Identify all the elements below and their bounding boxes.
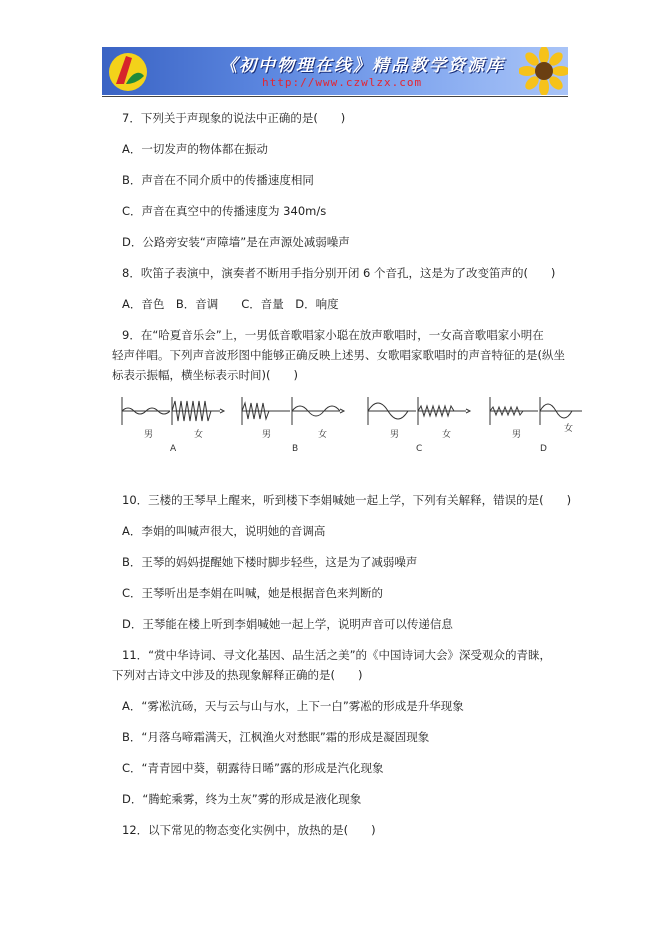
q11-stem-line2: 下列对古诗文中涉及的热现象解释正确的是( ) [112, 668, 363, 682]
figure-c-left: 男 [390, 430, 400, 440]
q11-option-d: D．“腾蛇乘雾，终为土灰”雾的形成是液化现象 [122, 792, 362, 806]
figure-a-right: 女 [194, 430, 204, 440]
figure-c [368, 397, 470, 425]
q11-stem-line1: 11．“赏中华诗词、寻文化基因、品生活之美”的《中国诗词大会》深受观众的青睐， [122, 648, 552, 662]
q10-option-b: B．王琴的妈妈提醒她下楼时脚步轻些，这是为了减弱噪声 [122, 555, 418, 569]
logo-icon [106, 50, 150, 92]
figure-c-right: 女 [442, 430, 452, 440]
q11-option-c: C．“青青园中葵，朝露待日晞”露的形成是汽化现象 [122, 761, 384, 775]
q7-option-b: B．声音在不同介质中的传播速度相同 [122, 173, 314, 187]
figure-d-label: D [540, 444, 547, 454]
q10-option-a: A．李娟的叫喊声很大，说明她的音调高 [122, 524, 326, 538]
waveform-figures [120, 395, 582, 455]
figure-a-label: A [170, 444, 177, 454]
q10-option-d: D．王琴能在楼上听到李娟喊她一起上学，说明声音可以传递信息 [122, 617, 453, 631]
sunflower-icon [519, 47, 568, 95]
banner-url[interactable]: http://www.czwlzx.com [262, 76, 423, 89]
figure-b-label: B [292, 444, 299, 454]
header-rule [102, 96, 568, 97]
figure-b [242, 397, 344, 425]
figure-d-left: 男 [512, 430, 522, 440]
figure-d [490, 397, 582, 425]
header-banner [102, 47, 568, 95]
figure-d-right: 女 [564, 424, 574, 434]
banner-title: 《初中物理在线》精品教学资源库 [220, 56, 505, 76]
q7-option-d: D．公路旁安装“声障墙”是在声源处减弱噪声 [122, 235, 350, 249]
q7-option-c: C．声音在真空中的传播速度为 340m/s [122, 204, 327, 218]
q7-stem: 7．下列关于声现象的说法中正确的是( ) [122, 111, 346, 125]
figure-c-label: C [416, 444, 423, 454]
q9-stem-line2: 轻声伴唱。下列声音波形图中能够正确反映上述男、女歌唱家歌唱时的声音特征的是(纵坐 [112, 348, 565, 362]
q8-options: A．音色 B．音调 C．音量 D．响度 [122, 297, 339, 311]
q12-stem: 12．以下常见的物态变化实例中，放热的是( ) [122, 823, 376, 837]
figure-b-left: 男 [262, 430, 272, 440]
q11-option-b: B．“月落乌啼霜满天，江枫渔火对愁眠”霜的形成是凝固现象 [122, 730, 430, 744]
q7-option-a: A．一切发声的物体都在振动 [122, 142, 268, 156]
figure-a-left: 男 [144, 430, 154, 440]
q10-stem: 10．三楼的王琴早上醒来，听到楼下李娟喊她一起上学，下列有关解释，错误的是( ) [122, 493, 572, 507]
q9-stem-line3: 标表示振幅，横坐标表示时间)( ) [112, 368, 298, 382]
q8-stem: 8．吹笛子表演中，演奏者不断用手指分别开闭 6 个音孔，这是为了改变笛声的( ) [122, 266, 556, 280]
q10-option-c: C．王琴听出是李娟在叫喊，她是根据音色来判断的 [122, 586, 384, 600]
figure-b-right: 女 [318, 430, 328, 440]
q9-stem-line1: 9．在“哈夏音乐会”上，一男低音歌唱家小聪在放声歌唱时，一女高音歌唱家小明在 [122, 328, 544, 342]
q11-option-a: A．“雾凇沆砀，天与云与山与水，上下一白”雾凇的形成是升华现象 [122, 699, 464, 713]
figure-a [122, 397, 224, 425]
